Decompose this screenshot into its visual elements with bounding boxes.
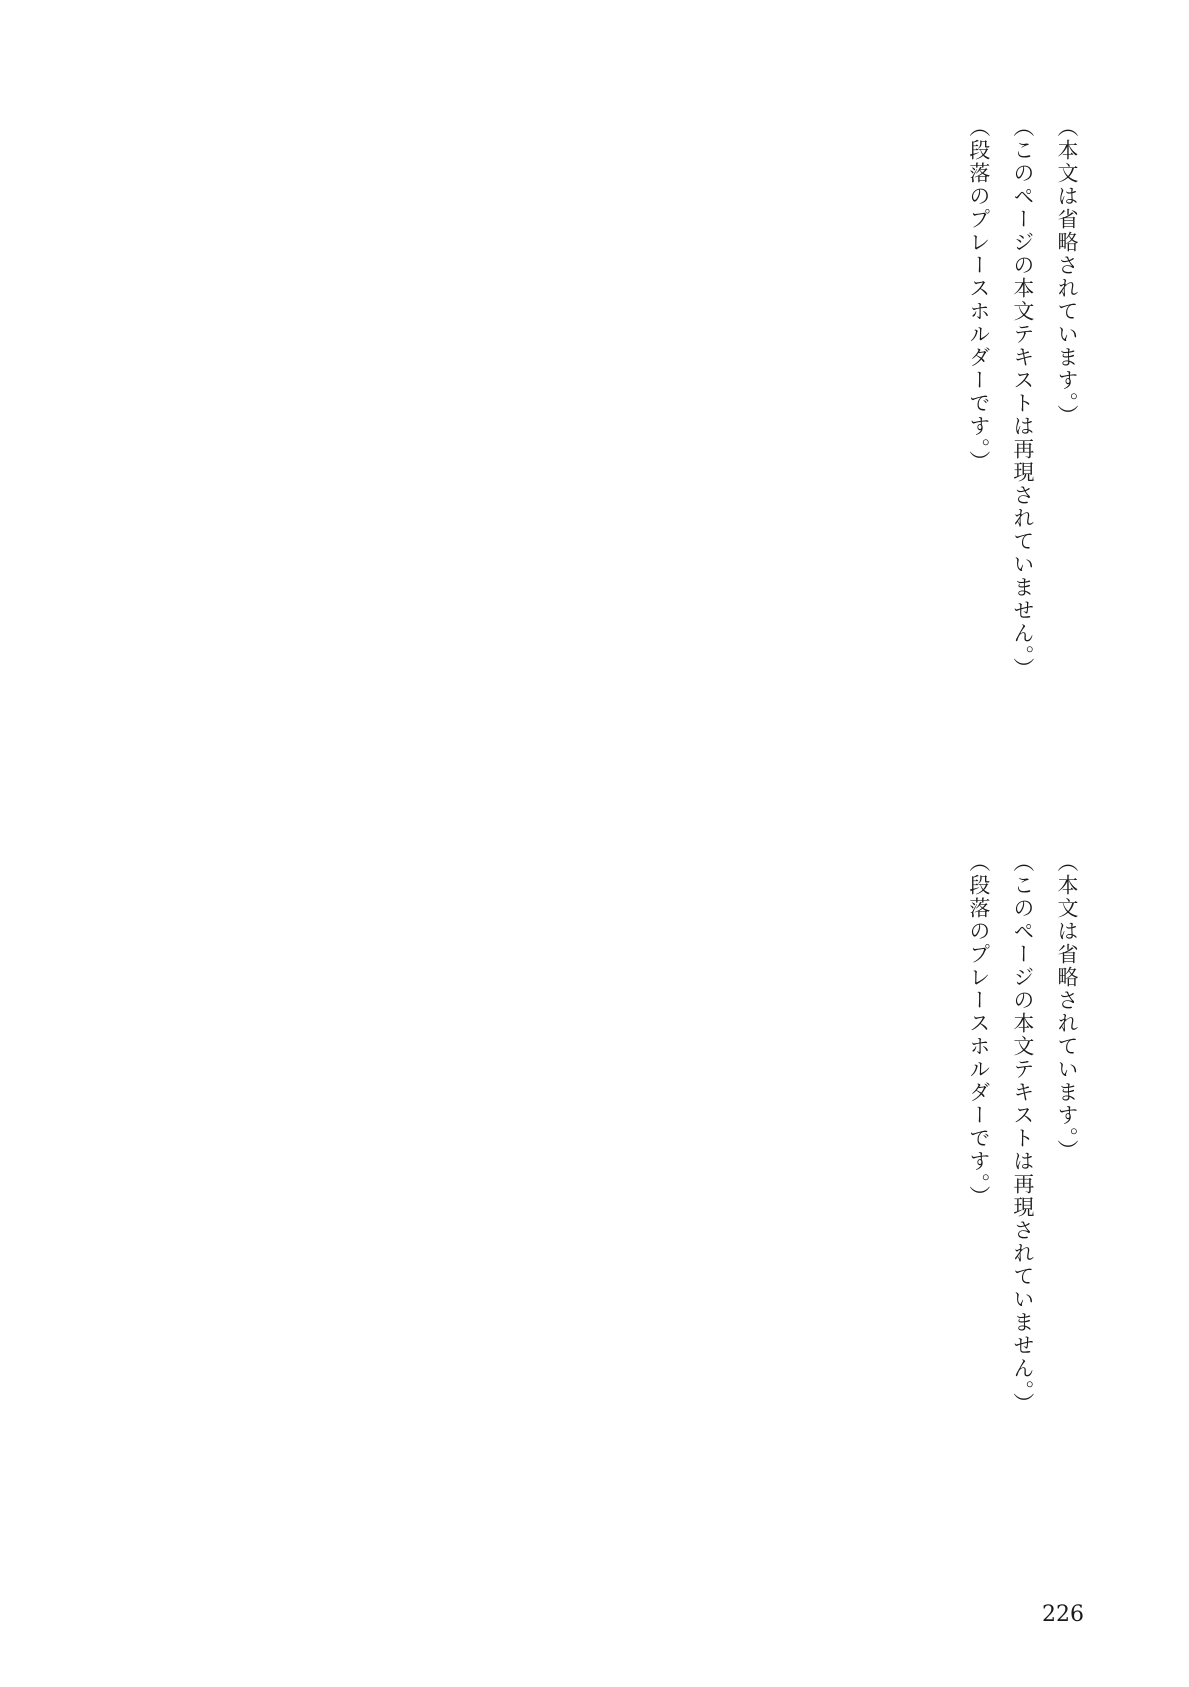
text-block-bottom <box>100 830 1089 1510</box>
paragraph: （段落のプレースホルダーです。） <box>966 851 991 1209</box>
paragraph: （このページの本文テキストは再現されていません。） <box>1010 116 1035 681</box>
text-block-top <box>100 95 1089 775</box>
paragraph: （本文は省略されています。） <box>1055 851 1079 1163</box>
paragraph: （このページの本文テキストは再現されていません。） <box>1010 851 1035 1416</box>
paragraph: （段落のプレースホルダーです。） <box>966 116 991 474</box>
page-number: 226 <box>1042 1602 1084 1627</box>
paragraph: （本文は省略されています。） <box>1055 116 1079 428</box>
